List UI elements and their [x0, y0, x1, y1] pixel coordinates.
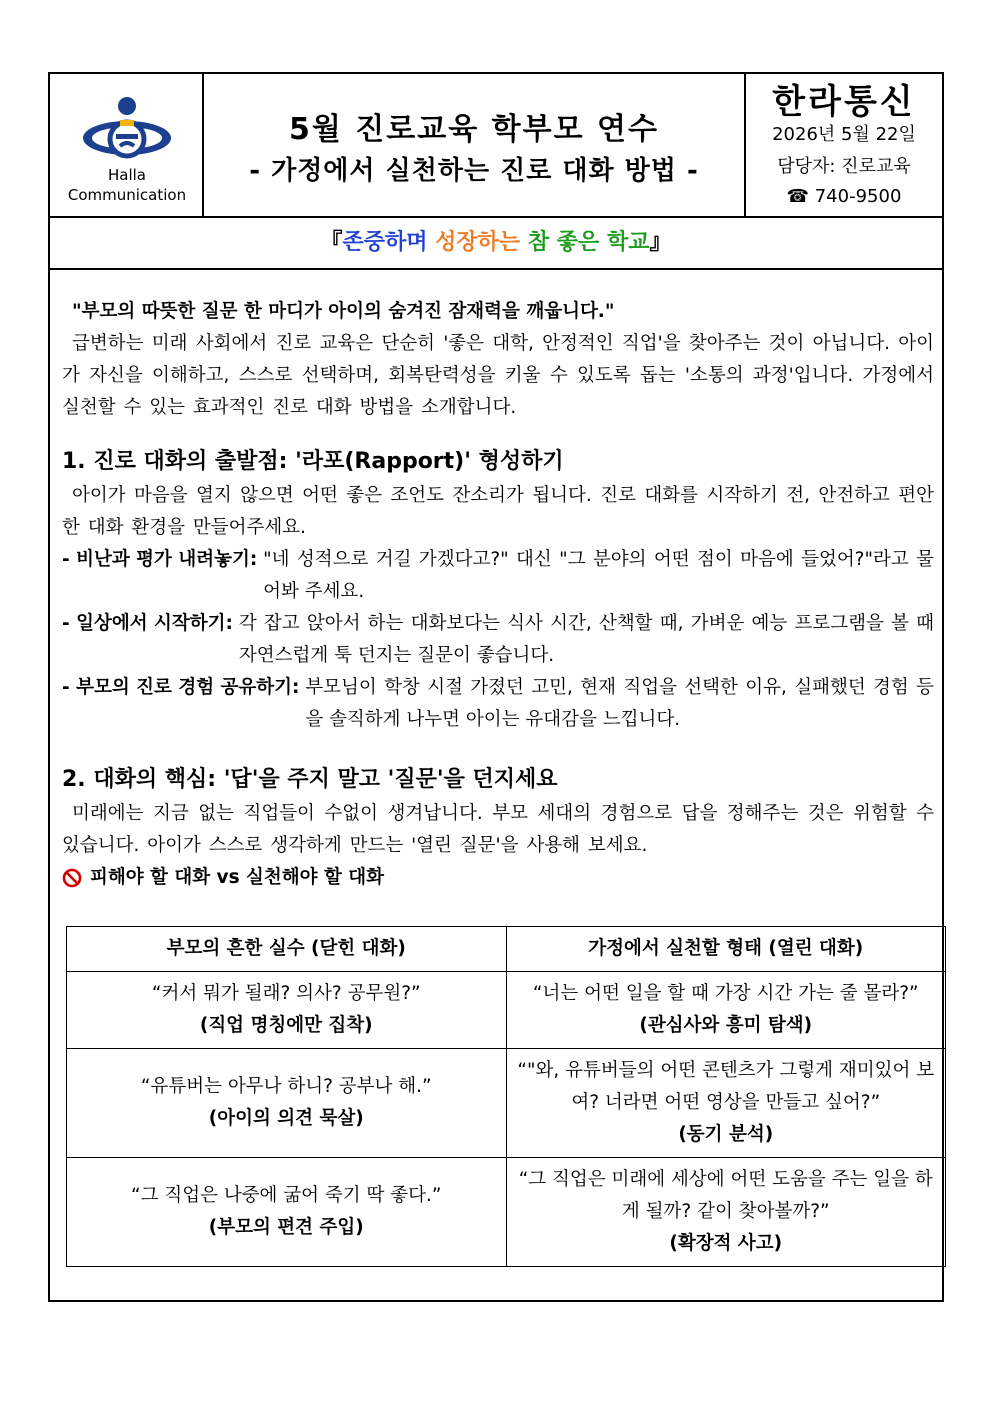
list-item	[62, 608, 934, 672]
table-cell	[67, 1049, 507, 1158]
section2-heading: 2. 대화의 핵심: '답'을 주지 말고 '질문'을 던지세요	[62, 767, 558, 792]
table-row	[67, 1049, 946, 1158]
slogan-word-5: 학교	[606, 230, 650, 255]
logo-text-halla: Halla	[108, 166, 146, 184]
logo-cell	[50, 74, 204, 216]
table-cell	[67, 1158, 507, 1267]
school-logo-icon	[80, 96, 174, 162]
open-question-note: (확장적 사고)	[669, 1233, 783, 1254]
table-row	[67, 1158, 946, 1267]
slogan-open-bracket: 『	[320, 230, 343, 255]
contact-phone	[746, 186, 942, 207]
section1-paragraph: 아이가 마음을 열지 않으면 어떤 좋은 조언도 잔소리가 됩니다. 진로 대화를 시작하기 전, 안전하고 편안한 대화 환경을 만들어주세요.	[62, 485, 934, 538]
closed-question-note: (직업 명칭에만 집착)	[199, 1015, 373, 1036]
info-cell	[746, 74, 942, 216]
table-header-closed: 부모의 흔한 실수 (닫힌 대화)	[67, 927, 507, 972]
list-item-label: - 일상에서 시작하기:	[62, 613, 233, 634]
avoid-label-row	[62, 862, 934, 894]
newsletter-frame	[48, 72, 944, 1302]
table-header-row	[67, 927, 946, 972]
section2-paragraph: 미래에는 지금 없는 직업들이 수없이 생겨납니다. 부모 세대의 경험으로 답을 정해주는 것은 위험할 수 있습니다. 아이가 스스로 생각하게 만드는 '열린 질문'을 사용해 보세요.	[62, 803, 934, 856]
header	[50, 74, 942, 218]
logo-text-communication: Communication	[67, 186, 187, 204]
list-item-label: - 부모의 진로 경험 공유하기:	[62, 677, 300, 698]
closed-question: “커서 뭐가 될래? 의사? 공무원?”	[151, 983, 421, 1004]
table-cell	[67, 972, 507, 1049]
page-subtitle: - 가정에서 실천하는 진로 대화 방법 -	[249, 156, 699, 186]
table-cell	[506, 1158, 946, 1267]
closed-question: “유튜버는 아무나 하니? 공부나 해.”	[140, 1076, 432, 1097]
prohibited-icon	[62, 868, 82, 888]
article-body	[62, 296, 934, 894]
avoid-label: 피해야 할 대화 vs 실천해야 할 대화	[90, 867, 385, 888]
closed-question-note: (아이의 의견 묵살)	[208, 1108, 364, 1129]
issue-date: 2026년 5월 22일	[772, 124, 916, 145]
open-question: “너는 어떤 일을 할 때 가장 시간 가는 줄 몰라?”	[532, 983, 919, 1004]
closed-question-note: (부모의 편견 주입)	[208, 1217, 364, 1238]
slogan-word-1: 존중하며	[342, 230, 428, 255]
slogan-word-3: 참	[527, 230, 550, 255]
title-cell	[204, 74, 746, 216]
phone-number: 740-9500	[814, 186, 902, 207]
table-row	[67, 972, 946, 1049]
table-cell	[506, 972, 946, 1049]
list-item-text: 부모님이 학창 시절 가졌던 고민, 현재 직업을 선택한 이유, 실패했던 경험 등을 솔직하게 나누면 아이는 유대감을 느낍니다.	[305, 677, 934, 730]
open-question-note: (관심사와 흥미 탐색)	[639, 1015, 813, 1036]
table-header-open: 가정에서 실천할 형태 (열린 대화)	[506, 927, 946, 972]
phone-icon: ☎	[786, 186, 809, 207]
list-item	[62, 672, 934, 736]
slogan-word-2: 성장하는	[435, 230, 521, 255]
open-question: “"와, 유튜버들의 어떤 콘텐츠가 그렇게 재미있어 보여? 너라면 어떤 영상을 만들고 싶어?”	[517, 1060, 935, 1113]
section1-heading: 1. 진로 대화의 출발점: '라포(Rapport)' 형성하기	[62, 449, 564, 474]
comparison-table	[66, 926, 946, 1267]
intro-quote: "부모의 따뜻한 질문 한 마디가 아이의 숨겨진 잠재력을 깨웁니다."	[72, 301, 615, 322]
open-question: “그 직업은 미래에 세상에 어떤 도움을 주는 일을 하게 될까? 같이 찾아볼까?”	[518, 1169, 933, 1222]
open-question-note: (동기 분석)	[678, 1124, 774, 1145]
school-slogan	[50, 218, 942, 270]
table-cell	[506, 1049, 946, 1158]
intro-paragraph: 급변하는 미래 사회에서 진로 교육은 단순히 '좋은 대학, 안정적인 직업'을 찾아주는 것이 아닙니다. 아이가 자신을 이해하고, 스스로 선택하며, 회복탄력성을 키울 수 있도록 돕는 '소통의 과정'입니다. 가정에서 실천할 수 있는 효과적인 진로 대화 방법을 소개합니다.	[62, 333, 934, 418]
list-item-text: "네 성적으로 거길 가겠다고?" 대신 "그 분야의 어떤 점이 마음에 들었어?"라고 물어봐 주세요.	[263, 549, 934, 602]
newsletter-brand: 한라통신	[772, 82, 916, 122]
contact-person: 담당자: 진로교육	[777, 156, 911, 177]
page-title: 5월 진로교육 학부모 연수	[288, 112, 659, 147]
slogan-word-4: 좋은	[556, 230, 600, 255]
list-item	[62, 544, 934, 608]
list-item-label: - 비난과 평가 내려놓기:	[62, 549, 258, 570]
closed-question: “그 직업은 나중에 굶어 죽기 딱 좋다.”	[130, 1185, 442, 1206]
slogan-close-bracket: 』	[649, 230, 672, 255]
list-item-text: 각 잡고 앉아서 하는 대화보다는 식사 시간, 산책할 때, 가벼운 예능 프로그램을 볼 때 자연스럽게 툭 던지는 질문이 좋습니다.	[238, 613, 934, 666]
